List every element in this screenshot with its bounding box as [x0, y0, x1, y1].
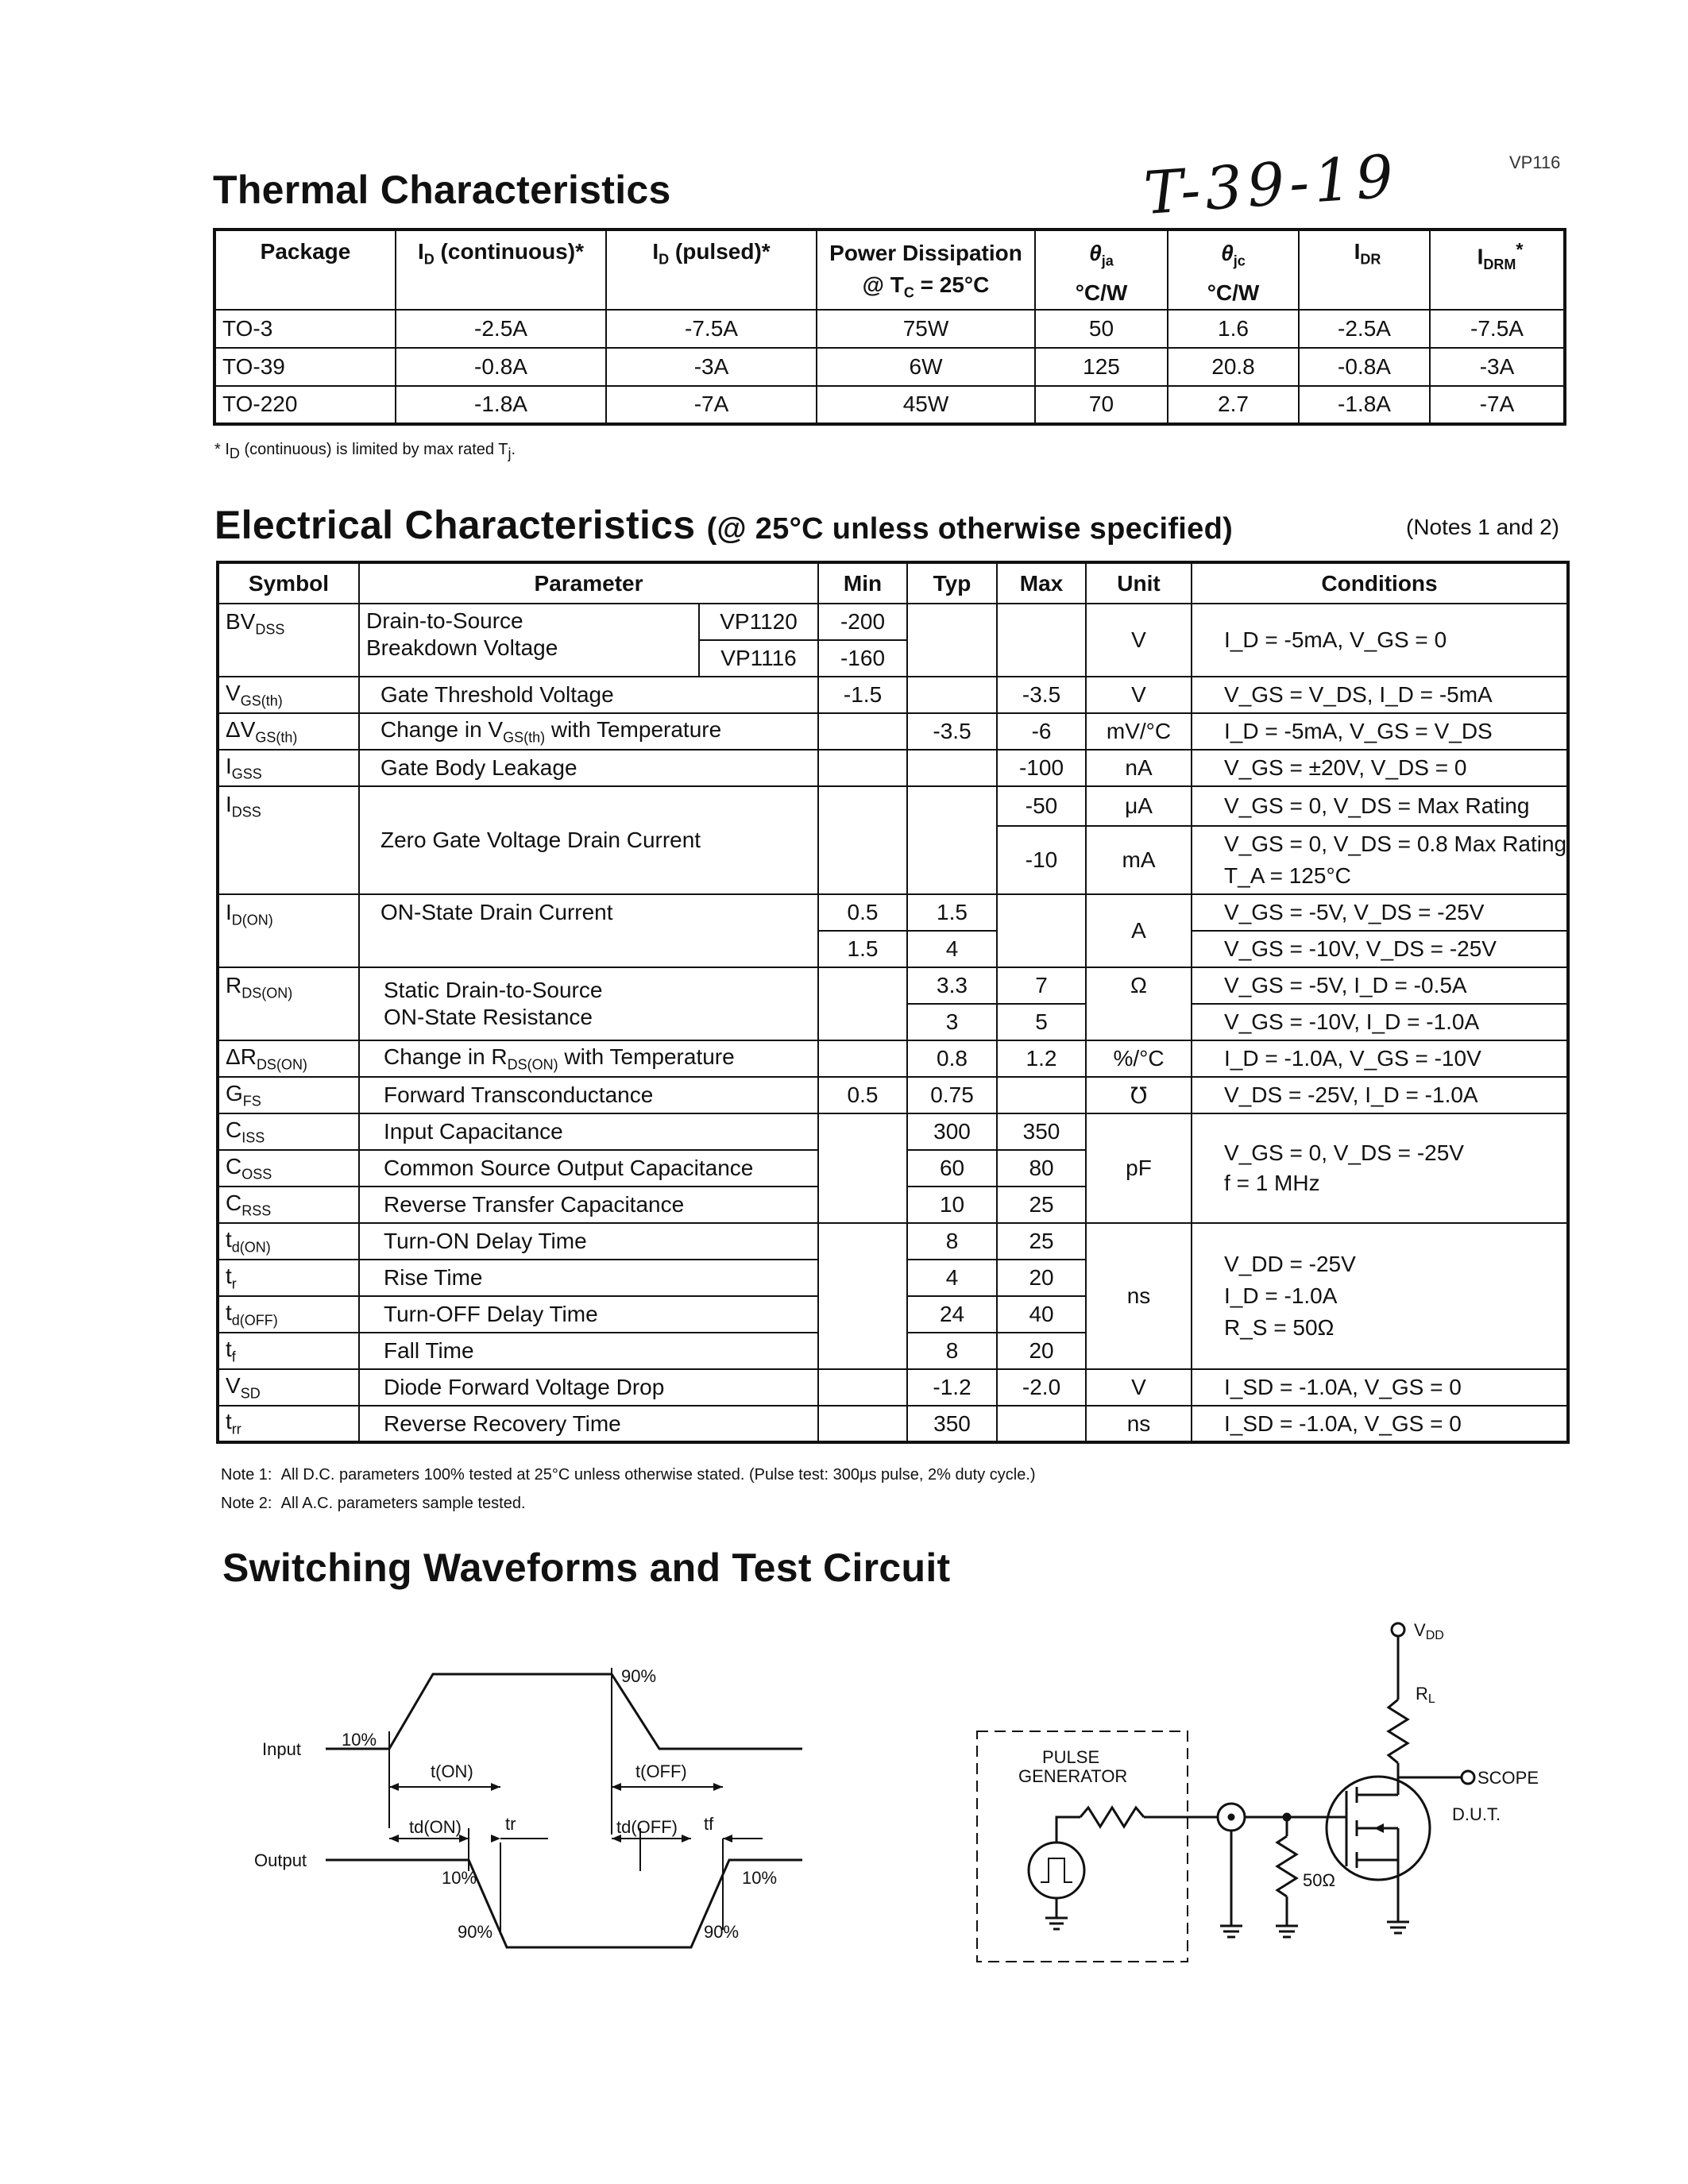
min-idon-2: 1.5 — [818, 931, 907, 967]
cond-bvdss: I_D = -5mA, V_GS = 0 — [1192, 604, 1568, 677]
row-vsd — [218, 1369, 1568, 1406]
typ-tf: 8 — [907, 1333, 997, 1369]
param-ciss: Input Capacitance — [359, 1113, 818, 1150]
label-vdd: VDD — [1414, 1620, 1444, 1642]
cell-id-pulsed: -3A — [606, 348, 817, 386]
th-id-continuous: $I_D$ (continuous)* — [396, 230, 606, 310]
sym-gfs: $G_{FS}$ — [218, 1077, 359, 1113]
cond-idss-2: V_GS = 0, V_DS = 0.8 Max Rating T_A = 125°C — [1192, 826, 1568, 894]
th-max: Max — [997, 562, 1086, 604]
sym-igss: $I_{GSS}$ — [218, 750, 359, 786]
row-trr — [218, 1406, 1568, 1442]
sym-vgsth: $V_{GS(th)}$ — [218, 677, 359, 713]
max-empty — [997, 894, 1086, 967]
cond-igss: V_GS = ±20V, V_DS = 0 — [1192, 750, 1568, 786]
row-gfs — [218, 1077, 1568, 1113]
th-min: Min — [818, 562, 907, 604]
th-idrm: $I_{DRM}^*$ — [1430, 230, 1565, 310]
min-bvdss-2: -160 — [818, 640, 907, 677]
typ-idon-1: 1.5 — [907, 894, 997, 931]
unit-rdson: Ω — [1086, 967, 1192, 1040]
typ-gfs: 0.75 — [907, 1077, 997, 1113]
min-empty — [818, 1223, 907, 1369]
electrical-title: Electrical Characteristics (@ 25°C unless otherwise specified) — [214, 503, 1234, 547]
unit-dvgsth: mV/°C — [1086, 713, 1192, 750]
typ-rdson-1: 3.3 — [907, 967, 997, 1004]
label-input-10pct: 10% — [342, 1730, 377, 1750]
cell-theta-jc: 20.8 — [1168, 348, 1299, 386]
corner-mark: VP116 — [1509, 152, 1561, 172]
shunt-resistor-50ohm — [1277, 1836, 1296, 1897]
unit-vgsth: V — [1086, 677, 1192, 713]
typ-trr: 350 — [907, 1406, 997, 1442]
min-empty — [818, 1406, 907, 1442]
cell-power: 45W — [817, 386, 1035, 424]
min-empty — [818, 713, 907, 750]
max-tdon: 25 — [997, 1223, 1086, 1260]
thermal-header-row — [214, 230, 1565, 310]
electrical-subtitle: (@ 25°C unless otherwise specified) — [706, 512, 1234, 546]
label-generator: GENERATOR — [1018, 1766, 1128, 1786]
min-gfs: 0.5 — [818, 1077, 907, 1113]
max-dvgsth: -6 — [997, 713, 1086, 750]
cond-trr: I_SD = -1.0A, V_GS = 0 — [1192, 1406, 1568, 1442]
cond-rdson-2: V_GS = -10V, I_D = -1.0A — [1192, 1004, 1568, 1040]
param-gfs: Forward Transconductance — [359, 1077, 818, 1113]
param-vgsth: Gate Threshold Voltage — [359, 677, 818, 713]
unit-vsd: V — [1086, 1369, 1192, 1406]
max-empty — [997, 1406, 1086, 1442]
note-1: Note 1: All D.C. parameters 100% tested at 25°C unless otherwise stated. (Pulse test: 300μs pulse, 2% duty cycle.) — [221, 1466, 1036, 1484]
row-idss — [218, 786, 1568, 826]
label-output-10pct-right: 10% — [742, 1868, 778, 1888]
typ-drdson: 0.8 — [907, 1040, 997, 1077]
cell-theta-jc: 2.7 — [1168, 386, 1299, 424]
max-coss: 80 — [997, 1150, 1086, 1187]
param-idss: Zero Gate Voltage Drain Current — [359, 786, 818, 894]
series-resistor — [1080, 1808, 1144, 1827]
unit-switching: ns — [1086, 1223, 1192, 1369]
cell-package: TO-220 — [214, 386, 396, 424]
thermal-row — [214, 310, 1565, 348]
unit-bvdss: V — [1086, 604, 1192, 677]
param-drdson: Change in $R_{DS(ON)}$ with Temperature — [359, 1040, 818, 1077]
label-input: Input — [262, 1739, 301, 1759]
thermal-table — [213, 228, 1566, 426]
max-empty — [997, 1077, 1086, 1113]
cell-id-cont: -2.5A — [396, 310, 606, 348]
cond-idss-1: V_GS = 0, V_DS = Max Rating — [1192, 786, 1568, 826]
th-symbol: Symbol — [218, 562, 359, 604]
row-drdson — [218, 1040, 1568, 1077]
label-tdoff: td(OFF) — [616, 1817, 678, 1837]
label-dut: D.U.T. — [1452, 1804, 1501, 1824]
label-tr: tr — [505, 1814, 516, 1834]
cond-vsd: I_SD = -1.0A, V_GS = 0 — [1192, 1369, 1568, 1406]
sym-ciss: $C_{ISS}$ — [218, 1113, 359, 1150]
th-idr: $I_{DR}$ — [1299, 230, 1430, 310]
max-ciss: 350 — [997, 1113, 1086, 1150]
min-empty — [818, 750, 907, 786]
cell-idr: -2.5A — [1299, 310, 1430, 348]
max-igss: -100 — [997, 750, 1086, 786]
label-tdon: td(ON) — [409, 1817, 462, 1837]
sym-tdoff: $t_{d(OFF)}$ — [218, 1296, 359, 1333]
unit-idss-1: μA — [1086, 786, 1192, 826]
param-tr: Rise Time — [359, 1260, 818, 1296]
cell-theta-ja: 50 — [1035, 310, 1168, 348]
cond-switching: V_DD = -25V I_D = -1.0A R_S = 50Ω — [1192, 1223, 1568, 1369]
sym-rdson: $R_{DS(ON)}$ — [218, 967, 359, 1040]
sym-drdson: $\Delta R_{DS(ON)}$ — [218, 1040, 359, 1077]
max-drdson: 1.2 — [997, 1040, 1086, 1077]
row-dvgsth — [218, 713, 1568, 750]
cond-vgsth: V_GS = V_DS, I_D = -5mA — [1192, 677, 1568, 713]
min-empty — [818, 786, 907, 894]
th-theta-jc: $\theta_{jc}$ °C/W — [1168, 230, 1299, 310]
typ-tdon: 8 — [907, 1223, 997, 1260]
unit-idon: A — [1086, 894, 1192, 967]
max-crss: 25 — [997, 1187, 1086, 1223]
max-idss-2: -10 — [997, 826, 1086, 894]
typ-idon-2: 4 — [907, 931, 997, 967]
cond-gfs: V_DS = -25V, I_D = -1.0A — [1192, 1077, 1568, 1113]
min-empty — [818, 967, 907, 1040]
cell-id-pulsed: -7.5A — [606, 310, 817, 348]
cell-power: 6W — [817, 348, 1035, 386]
th-id-pulsed: $I_D$ (pulsed)* — [606, 230, 817, 310]
device-vp1116: VP1116 — [699, 640, 818, 677]
unit-trr: ns — [1086, 1406, 1192, 1442]
max-empty — [997, 604, 1086, 677]
cond-drdson: I_D = -1.0A, V_GS = -10V — [1192, 1040, 1568, 1077]
label-ton: t(ON) — [431, 1761, 473, 1781]
param-tdoff: Turn-OFF Delay Time — [359, 1296, 818, 1333]
sym-bvdss: $BV_{DSS}$ — [218, 604, 359, 677]
switching-title: Switching Waveforms and Test Circuit — [222, 1545, 951, 1590]
typ-dvgsth: -3.5 — [907, 713, 997, 750]
th-parameter: Parameter — [359, 562, 818, 604]
min-empty — [818, 1369, 907, 1406]
param-dvgsth: Change in $V_{GS(th)}$ with Temperature — [359, 713, 818, 750]
sym-tdon: $t_{d(ON)}$ — [218, 1223, 359, 1260]
typ-crss: 10 — [907, 1187, 997, 1223]
param-trr: Reverse Recovery Time — [359, 1406, 818, 1442]
row-vgsth — [218, 677, 1568, 713]
label-output: Output — [254, 1850, 307, 1870]
sym-dvgsth: $\Delta V_{GS(th)}$ — [218, 713, 359, 750]
max-vgsth: -3.5 — [997, 677, 1086, 713]
row-rdson — [218, 967, 1568, 1004]
label-input-90pct: 90% — [621, 1666, 657, 1686]
cell-theta-ja: 70 — [1035, 386, 1168, 424]
row-idon — [218, 894, 1568, 931]
cell-power: 75W — [817, 310, 1035, 348]
cond-capacitance: V_GS = 0, V_DS = -25V f = 1 MHz — [1192, 1113, 1568, 1223]
sym-trr: $t_{rr}$ — [218, 1406, 359, 1442]
param-bvdss: Drain-to-Source Breakdown Voltage — [359, 604, 699, 677]
sym-vsd: $V_{SD}$ — [218, 1369, 359, 1406]
handwritten-code: T-39-19 — [1141, 141, 1400, 229]
max-rdson-1: 7 — [997, 967, 1086, 1004]
unit-drdson: %/°C — [1086, 1040, 1192, 1077]
thermal-row — [214, 386, 1565, 424]
param-coss: Common Source Output Capacitance — [359, 1150, 818, 1187]
vdd-terminal — [1392, 1623, 1404, 1636]
min-vgsth: -1.5 — [818, 677, 907, 713]
sym-crss: $C_{RSS}$ — [218, 1187, 359, 1223]
row-tdon — [218, 1223, 1568, 1260]
cell-id-cont: -1.8A — [396, 386, 606, 424]
row-ciss — [218, 1113, 1568, 1150]
electrical-header-row — [218, 562, 1568, 604]
min-bvdss-1: -200 — [818, 604, 907, 640]
switching-waveform-diagram — [254, 1652, 834, 1954]
cond-idon-2: V_GS = -10V, V_DS = -25V — [1192, 931, 1568, 967]
label-rl: RL — [1416, 1684, 1435, 1706]
max-idss-1: -50 — [997, 786, 1086, 826]
param-crss: Reverse Transfer Capacitance — [359, 1187, 818, 1223]
param-tf: Fall Time — [359, 1333, 818, 1369]
max-rdson-2: 5 — [997, 1004, 1086, 1040]
param-vsd: Diode Forward Voltage Drop — [359, 1369, 818, 1406]
device-vp1120: VP1120 — [699, 604, 818, 640]
typ-empty — [907, 677, 997, 713]
typ-empty — [907, 750, 997, 786]
param-rdson: Static Drain-to-Source ON-State Resistance — [359, 967, 818, 1040]
label-output-10pct-left: 10% — [442, 1868, 477, 1888]
label-scope: SCOPE — [1477, 1768, 1539, 1788]
max-tr: 20 — [997, 1260, 1086, 1296]
cell-id-pulsed: -7A — [606, 386, 817, 424]
row-bvdss — [218, 604, 1568, 640]
typ-empty — [907, 786, 997, 894]
th-typ: Typ — [907, 562, 997, 604]
th-conditions: Conditions — [1192, 562, 1568, 604]
unit-igss: nA — [1086, 750, 1192, 786]
thermal-title: Thermal Characteristics — [213, 168, 671, 212]
note-2: Note 2: All A.C. parameters sample tested. — [221, 1495, 526, 1512]
sym-tf: $t_f$ — [218, 1333, 359, 1369]
unit-idss-2: mA — [1086, 826, 1192, 894]
electrical-table — [216, 561, 1570, 1444]
typ-rdson-2: 3 — [907, 1004, 997, 1040]
unit-gfs: ℧ — [1086, 1077, 1192, 1113]
param-tdon: Turn-ON Delay Time — [359, 1223, 818, 1260]
min-empty — [818, 1113, 907, 1223]
cond-dvgsth: I_D = -5mA, V_GS = V_DS — [1192, 713, 1568, 750]
typ-tr: 4 — [907, 1260, 997, 1296]
sym-idon: $I_{D(ON)}$ — [218, 894, 359, 967]
cell-id-cont: -0.8A — [396, 348, 606, 386]
scope-terminal — [1462, 1771, 1474, 1784]
label-output-90pct-left: 90% — [458, 1922, 493, 1942]
label-tf: tf — [704, 1814, 714, 1834]
thermal-footnote: * $I_D$ (continuous) is limited by max rated $T_j$. — [214, 441, 516, 461]
thermal-row — [214, 348, 1565, 386]
typ-coss: 60 — [907, 1150, 997, 1187]
typ-vsd: -1.2 — [907, 1369, 997, 1406]
pulse-source-icon — [1029, 1843, 1084, 1898]
test-circuit-diagram — [969, 1612, 1557, 1985]
max-vsd: -2.0 — [997, 1369, 1086, 1406]
th-power-dissipation: Power Dissipation @ $T_C = 25^\circ C$ — [817, 230, 1035, 310]
cell-package: TO-39 — [214, 348, 396, 386]
cond-rdson-1: V_GS = -5V, I_D = -0.5A — [1192, 967, 1568, 1004]
th-theta-ja: $\theta_{ja}$ °C/W — [1035, 230, 1168, 310]
param-igss: Gate Body Leakage — [359, 750, 818, 786]
label-toff: t(OFF) — [635, 1761, 687, 1781]
notes-reference: (Notes 1 and 2) — [1406, 515, 1559, 539]
max-tf: 20 — [997, 1333, 1086, 1369]
typ-ciss: 300 — [907, 1113, 997, 1150]
min-idon-1: 0.5 — [818, 894, 907, 931]
param-idon: ON-State Drain Current — [359, 894, 818, 967]
typ-tdoff: 24 — [907, 1296, 997, 1333]
cell-idrm: -3A — [1430, 348, 1565, 386]
sym-coss: $C_{OSS}$ — [218, 1150, 359, 1187]
min-empty — [818, 1040, 907, 1077]
cell-idrm: -7.5A — [1430, 310, 1565, 348]
row-igss — [218, 750, 1568, 786]
unit-capacitance: pF — [1086, 1113, 1192, 1223]
max-tdoff: 40 — [997, 1296, 1086, 1333]
th-unit: Unit — [1086, 562, 1192, 604]
typ-empty — [907, 604, 997, 677]
label-output-90pct-right: 90% — [704, 1922, 740, 1942]
th-package: Package — [214, 230, 396, 310]
cell-idr: -1.8A — [1299, 386, 1430, 424]
cell-idr: -0.8A — [1299, 348, 1430, 386]
cell-theta-ja: 125 — [1035, 348, 1168, 386]
load-resistor — [1389, 1700, 1408, 1763]
label-pulse: PULSE — [1042, 1747, 1100, 1767]
sym-tr: $t_r$ — [218, 1260, 359, 1296]
label-50-ohm: 50Ω — [1303, 1870, 1335, 1890]
sym-idss: $I_{DSS}$ — [218, 786, 359, 894]
cell-package: TO-3 — [214, 310, 396, 348]
cell-idrm: -7A — [1430, 386, 1565, 424]
input-waveform — [326, 1674, 802, 1749]
cond-idon-1: V_GS = -5V, V_DS = -25V — [1192, 894, 1568, 931]
cell-theta-jc: 1.6 — [1168, 310, 1299, 348]
